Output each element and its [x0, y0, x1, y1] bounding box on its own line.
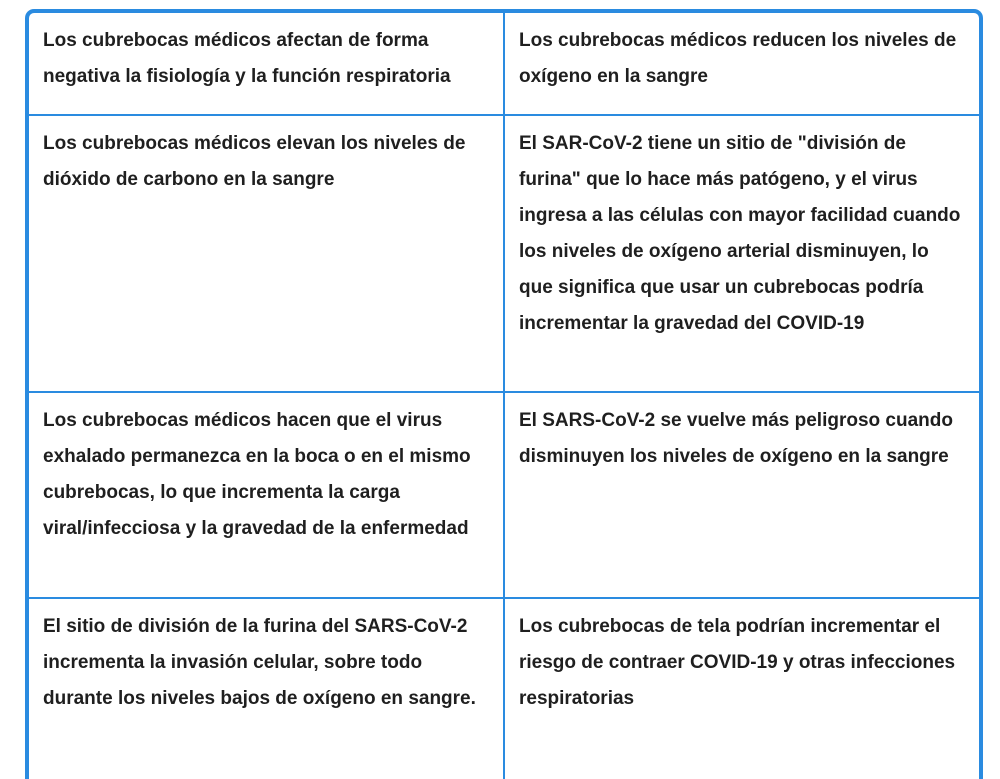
- claims-table-frame: [25, 9, 983, 779]
- cell-text: Los cubrebocas médicos afectan de forma negativa la fisiología y la función respiratoria: [43, 30, 451, 87]
- table-cell-left: [29, 115, 504, 392]
- cell-text: Los cubrebocas médicos elevan los niveles de dióxido de carbono en la sangre: [43, 133, 466, 190]
- cell-text: Los cubrebocas de tela podrían incrementar el riesgo de contraer COVID-19 y otras infecciones respiratorias: [519, 616, 956, 709]
- table-cell-right: [504, 115, 979, 392]
- table-cell-right: [504, 13, 979, 115]
- table-cell-right: [504, 598, 979, 779]
- cell-text: Los cubrebocas médicos reducen los niveles de oxígeno en la sangre: [519, 30, 957, 87]
- table-cell-left: [29, 392, 504, 598]
- table-cell-left: [29, 598, 504, 779]
- cell-text: Los cubrebocas médicos hacen que el virus exhalado permanezca en la boca o en el mismo cubrebocas, lo que incrementa la carga viral/infecciosa y la gravedad de la enfermedad: [43, 410, 471, 539]
- claims-table: [29, 13, 979, 779]
- table-row: [29, 598, 979, 779]
- table-row: [29, 392, 979, 598]
- table-cell-right: [504, 392, 979, 598]
- cell-text: El sitio de división de la furina del SARS-CoV-2 incrementa la invasión celular, sobre todo durante los niveles bajos de oxígeno en sangre.: [43, 616, 476, 709]
- cell-text: El SAR-CoV-2 tiene un sitio de "división de furina" que lo hace más patógeno, y el virus ingresa a las células con mayor facilidad cuando los niveles de oxígeno arterial disminuyen, lo que significa que usar un cubrebocas podría incrementar la gravedad del COVID-19: [519, 133, 961, 334]
- table-row: [29, 13, 979, 115]
- table-row: [29, 115, 979, 392]
- table-cell-left: [29, 13, 504, 115]
- cell-text: El SARS-CoV-2 se vuelve más peligroso cuando disminuyen los niveles de oxígeno en la sangre: [519, 410, 953, 467]
